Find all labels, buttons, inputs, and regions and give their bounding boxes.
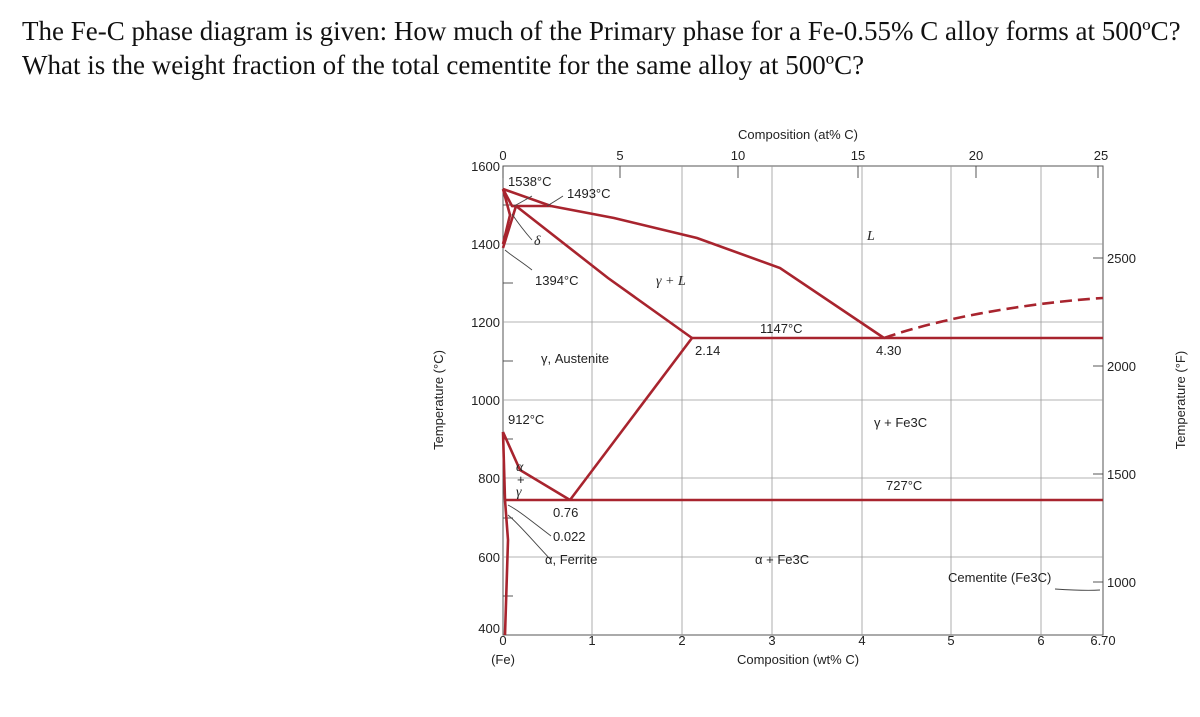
bottom-tick-5: 5 xyxy=(947,633,955,648)
bottom-tick-0: 0 xyxy=(499,633,507,648)
label-1493: 1493°C xyxy=(567,186,611,201)
label-1147: 1147°C xyxy=(760,321,803,336)
bottom-tick-4: 4 xyxy=(858,633,866,648)
right-tick-2000: 2000 xyxy=(1107,359,1136,374)
top-tick-5: 5 xyxy=(616,148,624,163)
label-0-76: 0.76 xyxy=(553,505,579,520)
label-liquid: L xyxy=(867,229,875,244)
right-tick-1000: 1000 xyxy=(1107,575,1136,590)
right-tick-1500: 1500 xyxy=(1107,467,1136,482)
question-text: The Fe-C phase diagram is given: How much of the Primary phase for a Fe-0.55% C alloy forms at 500ºC? What is the weight fraction of the total cementite for the same alloy at 500ºC? xyxy=(22,16,1181,80)
label-gamma-fe3c: γ + Fe3C xyxy=(874,415,928,430)
left-axis-title: Temperature (°C) xyxy=(431,350,446,450)
right-tick-2500: 2500 xyxy=(1107,251,1136,266)
label-alpha-gamma-alpha: α xyxy=(516,460,524,475)
bottom-sub-fe: (Fe) xyxy=(491,652,515,667)
right-axis-title: Temperature (°F) xyxy=(1173,350,1188,450)
label-alpha-gamma-gamma: γ xyxy=(516,485,522,500)
right-ticks xyxy=(1093,258,1103,582)
label-0-022: 0.022 xyxy=(553,529,586,544)
label-912: 912°C xyxy=(508,412,545,427)
top-tick-25: 25 xyxy=(1093,148,1109,163)
left-tick-800: 800 xyxy=(478,471,500,486)
bottom-tick-3: 3 xyxy=(768,633,776,648)
bottom-axis-title: Composition (wt% C) xyxy=(736,652,860,667)
label-austenite: γ, Austenite xyxy=(541,351,609,366)
top-tick-0: 0 xyxy=(499,148,507,163)
top-axis-title: Composition (at% C) xyxy=(738,127,858,142)
left-tick-1400: 1400 xyxy=(471,237,500,252)
label-1394: 1394°C xyxy=(535,273,579,288)
bottom-tick-6-70: 6.70 xyxy=(1090,633,1116,648)
horizontal-gridlines xyxy=(503,244,1103,557)
left-tick-400: 400 xyxy=(478,621,500,636)
top-tick-20: 20 xyxy=(968,148,984,163)
label-727: 727°C xyxy=(886,478,923,493)
label-gamma-l: γ + L xyxy=(656,274,686,289)
vertical-gridlines xyxy=(592,166,1041,635)
label-alpha-gamma-plus: + xyxy=(517,472,525,487)
label-cementite: Cementite (Fe3C) xyxy=(948,570,1052,585)
left-tick-600: 600 xyxy=(478,550,500,565)
label-ferrite: α, Ferrite xyxy=(545,552,598,567)
label-alpha-fe3c: α + Fe3C xyxy=(755,552,810,567)
label-4-30: 4.30 xyxy=(876,343,902,358)
left-tick-1600: 1600 xyxy=(471,159,500,174)
top-tick-10: 10 xyxy=(730,148,746,163)
label-2-14: 2.14 xyxy=(695,343,721,358)
bottom-tick-2: 2 xyxy=(678,633,686,648)
label-1538: 1538°C xyxy=(508,174,552,189)
top-tick-15: 15 xyxy=(850,148,866,163)
phase-boundaries xyxy=(503,189,1103,635)
left-tick-1000: 1000 xyxy=(471,393,500,408)
leader-lines xyxy=(505,196,1100,590)
bottom-tick-6: 6 xyxy=(1037,633,1045,648)
label-delta: δ xyxy=(534,234,541,249)
bottom-tick-1: 1 xyxy=(588,633,596,648)
left-tick-1200: 1200 xyxy=(471,315,500,330)
